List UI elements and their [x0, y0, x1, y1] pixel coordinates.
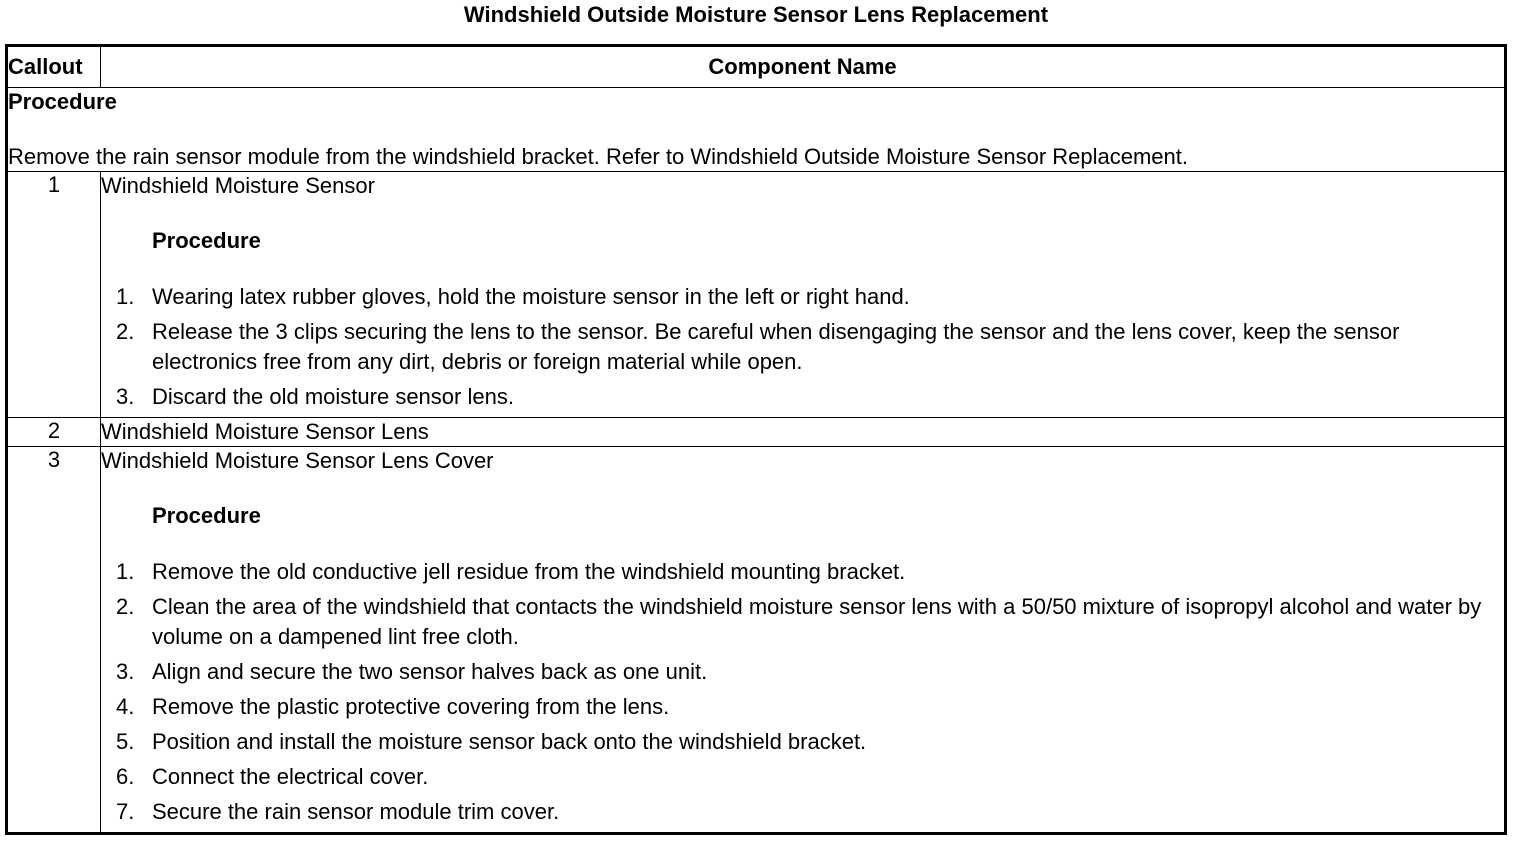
- step-text: Clean the area of the windshield that contacts the windshield moisture sensor lens with a 50/50 mixture of isopropyl alcohol and water by volume on a dampened lint free cloth.: [152, 594, 1482, 649]
- step-text: Position and install the moisture sensor back onto the windshield bracket.: [152, 729, 867, 754]
- step-number: 2.: [116, 319, 135, 344]
- step-list: [101, 557, 1504, 827]
- table-row: [7, 447, 1506, 834]
- component-cell: [101, 172, 1506, 418]
- step-number: 4.: [116, 694, 135, 719]
- step-text: Discard the old moisture sensor lens.: [152, 384, 514, 409]
- step-text: Secure the rain sensor module trim cover.: [152, 799, 560, 824]
- callout-number: 1: [7, 172, 101, 418]
- step-number: 3.: [116, 659, 135, 684]
- header-component-name: Component Name: [101, 46, 1506, 88]
- step-text: Connect the electrical cover.: [152, 764, 429, 789]
- step-text: Wearing latex rubber gloves, hold the moisture sensor in the left or right hand.: [152, 284, 910, 309]
- step-number: 1.: [116, 284, 135, 309]
- step-number: 7.: [116, 799, 135, 824]
- procedure-table: [5, 44, 1507, 835]
- step-item: [116, 762, 1504, 792]
- procedure-heading: Procedure: [152, 503, 261, 528]
- step-number: 6.: [116, 764, 135, 789]
- step-item: [116, 592, 1504, 652]
- step-item: [116, 317, 1504, 377]
- pre-procedure-text: Remove the rain sensor module from the windshield bracket. Refer to Windshield Outside Moisture Sensor Replacement.: [8, 144, 1188, 169]
- step-text: Release the 3 clips securing the lens to the sensor. Be careful when disengaging the sensor and the lens cover, keep the sensor electronics free from any dirt, debris or foreign material while open.: [152, 319, 1400, 374]
- pre-procedure-row: [7, 88, 1506, 172]
- step-item: [116, 557, 1504, 587]
- step-text: Remove the plastic protective covering from the lens.: [152, 694, 670, 719]
- step-number: 1.: [116, 559, 135, 584]
- step-item: [116, 692, 1504, 722]
- table-header-row: [7, 46, 1506, 88]
- procedure-heading: Procedure: [152, 228, 261, 253]
- step-item: [116, 282, 1504, 312]
- callout-number: 3: [7, 447, 101, 834]
- component-name: Windshield Moisture Sensor Lens Cover: [101, 448, 494, 473]
- header-callout: Callout: [7, 46, 101, 88]
- pre-procedure-heading: Procedure: [8, 89, 117, 114]
- step-item: [116, 727, 1504, 757]
- component-name: Windshield Moisture Sensor: [101, 173, 375, 198]
- step-list: [101, 282, 1504, 412]
- component-name: Windshield Moisture Sensor Lens: [101, 419, 429, 444]
- callout-number: 2: [7, 418, 101, 447]
- step-item: [116, 382, 1504, 412]
- component-cell: [101, 447, 1506, 834]
- pre-procedure-cell: [7, 88, 1506, 172]
- step-number: 3.: [116, 384, 135, 409]
- step-text: Remove the old conductive jell residue from the windshield mounting bracket.: [152, 559, 906, 584]
- step-item: [116, 657, 1504, 687]
- document-title: Windshield Outside Moisture Sensor Lens Replacement: [463, 2, 1049, 27]
- table-row: [7, 172, 1506, 418]
- step-number: 5.: [116, 729, 135, 754]
- component-cell: [101, 418, 1506, 447]
- step-item: [116, 797, 1504, 827]
- table-row: [7, 418, 1506, 447]
- step-text: Align and secure the two sensor halves back as one unit.: [152, 659, 708, 684]
- step-number: 2.: [116, 594, 135, 619]
